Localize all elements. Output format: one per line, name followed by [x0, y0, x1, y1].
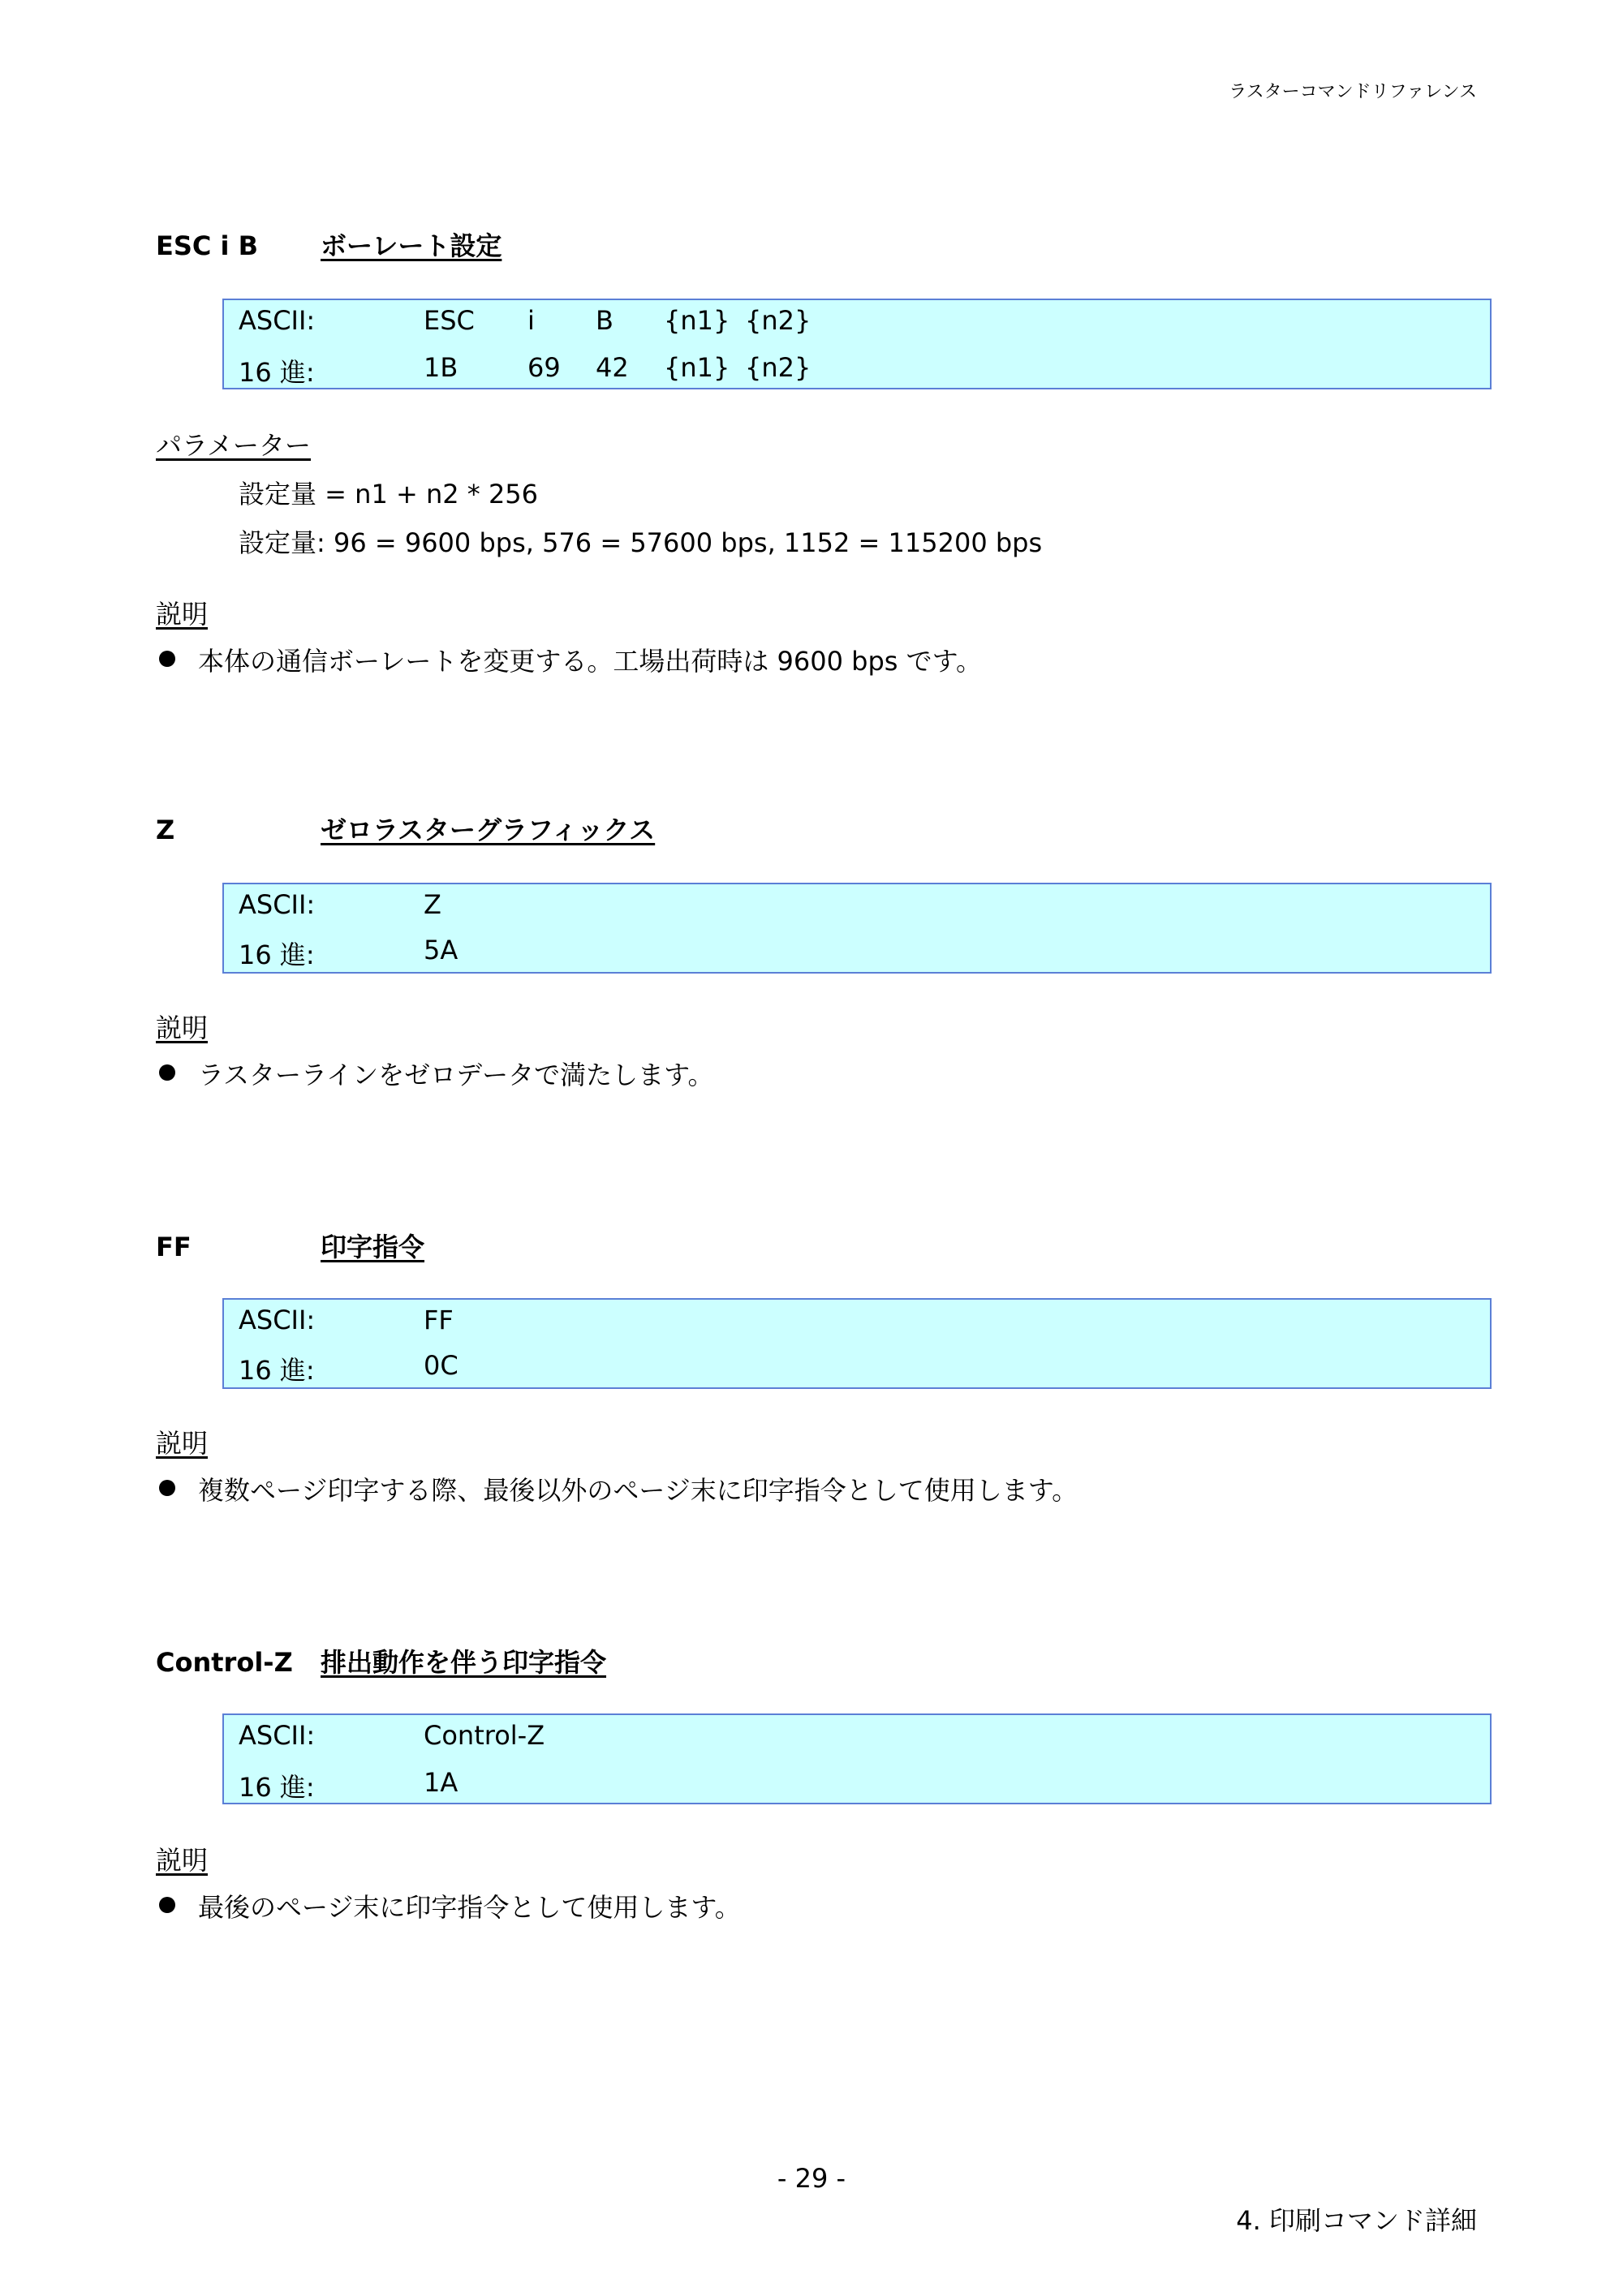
command-code: FF	[156, 1232, 192, 1262]
description-heading: 説明	[156, 1428, 209, 1459]
parameter-heading: パラメーター	[156, 430, 312, 461]
description-text: 本体の通信ボーレートを変更する。工場出荷時は 9600 bps です。	[198, 646, 983, 677]
ascii-value: FF	[424, 1305, 454, 1335]
page-number: - 29 -	[777, 2163, 846, 2194]
section-control-z-title	[156, 1642, 1495, 1679]
command-code: ESC i B	[156, 230, 259, 261]
command-table	[222, 1713, 1492, 1804]
hex-value: 69	[527, 352, 561, 383]
hex-label: 16 進:	[239, 939, 315, 970]
ascii-value: ESC	[424, 305, 475, 336]
bullet-icon	[159, 1064, 175, 1081]
command-table	[222, 883, 1492, 974]
hex-label: 16 進:	[239, 1355, 315, 1386]
bullet-icon	[159, 1897, 175, 1913]
ascii-label: ASCII:	[239, 1720, 316, 1751]
ascii-value: {n2}	[745, 305, 812, 336]
ascii-label: ASCII:	[239, 305, 316, 336]
hex-value: 1B	[424, 352, 458, 383]
command-name: ボーレート設定	[321, 230, 502, 261]
command-code: Control-Z	[156, 1647, 293, 1678]
hex-label: 16 進:	[239, 357, 315, 388]
description-heading: 説明	[156, 1013, 209, 1043]
ascii-value: B	[596, 305, 613, 336]
hex-value: 0C	[424, 1350, 458, 1381]
description-text: 複数ページ印字する際、最後以外のページ末に印字指令として使用します。	[198, 1475, 1078, 1506]
section-ff-title	[156, 1227, 1495, 1264]
hex-value: {n2}	[745, 352, 812, 383]
command-name: ゼロラスターグラフィックス	[321, 815, 656, 845]
command-name: 印字指令	[321, 1232, 425, 1262]
command-table	[222, 299, 1492, 389]
ascii-label: ASCII:	[239, 1305, 316, 1335]
description-heading: 説明	[156, 1845, 209, 1876]
ascii-value: {n1}	[664, 305, 730, 336]
command-table	[222, 1298, 1492, 1389]
ascii-value: i	[527, 305, 535, 336]
description-heading: 説明	[156, 599, 209, 630]
section-esc-i-b-title	[156, 226, 1495, 263]
hex-value: 1A	[424, 1767, 458, 1798]
hex-value: {n1}	[664, 352, 730, 383]
bullet-icon	[159, 1480, 175, 1496]
running-header: ラスターコマンドリファレンス	[1229, 82, 1477, 102]
hex-label: 16 進:	[239, 1772, 315, 1803]
hex-value: 42	[596, 352, 629, 383]
parameter-line: 設定量 = n1 + n2 * 256	[239, 479, 539, 510]
hex-value: 5A	[424, 935, 458, 965]
description-text: ラスターラインをゼロデータで満たします。	[198, 1060, 714, 1090]
ascii-value: Control-Z	[424, 1720, 545, 1751]
command-code: Z	[156, 815, 175, 845]
parameter-line: 設定量: 96 = 9600 bps, 576 = 57600 bps, 1152 = 115200 bps	[239, 527, 1043, 558]
chapter-footer: 4. 印刷コマンド詳細	[1236, 2205, 1477, 2236]
section-z-title	[156, 810, 1495, 847]
description-text: 最後のページ末に印字指令として使用します。	[198, 1892, 741, 1923]
ascii-value: Z	[424, 889, 441, 920]
ascii-label: ASCII:	[239, 889, 316, 920]
bullet-icon	[159, 651, 175, 667]
command-name: 排出動作を伴う印字指令	[321, 1647, 607, 1678]
